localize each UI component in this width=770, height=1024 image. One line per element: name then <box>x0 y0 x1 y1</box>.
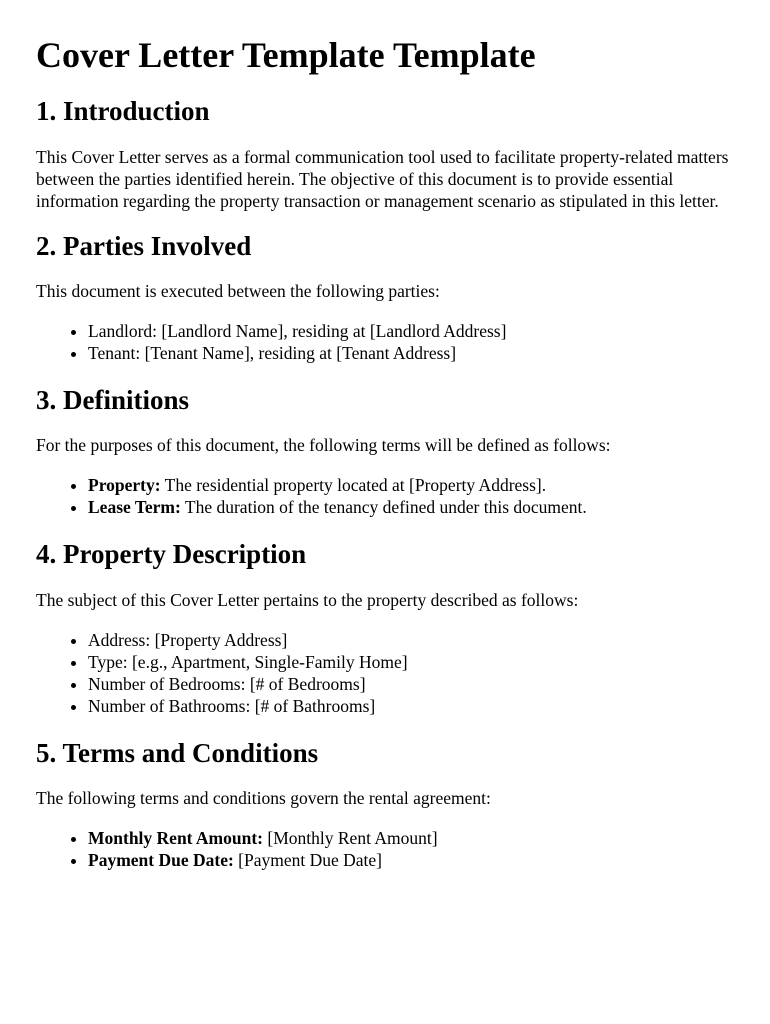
list-item: • Number of Bedrooms: [# of Bedrooms] <box>88 673 734 695</box>
section-heading: 3. Definitions <box>36 384 190 415</box>
section-paragraph: This Cover Letter serves as a formal communication tool used to facilitate property-related matters between the parties identified herein. The objective of this document is to provide essential information regarding the property transaction or management scenario as stipulated in this letter. <box>36 146 729 211</box>
list-item <box>88 849 734 871</box>
definition-desc: The duration of the tenancy defined under this document. <box>180 497 587 518</box>
term-value: [Monthly Rent Amount] <box>263 828 438 849</box>
section-introduction <box>36 95 734 211</box>
list-item <box>88 827 734 849</box>
section-heading: 5. Terms and Conditions <box>36 737 319 768</box>
list-item: • Number of Bathrooms: [# of Bathrooms] <box>88 695 734 717</box>
parties-list <box>36 320 734 364</box>
section-paragraph: The following terms and conditions govern the rental agreement: <box>36 788 491 809</box>
property-list <box>36 629 734 717</box>
section-parties <box>36 230 734 364</box>
section-definitions <box>36 384 734 518</box>
section-paragraph: The subject of this Cover Letter pertains to the property described as follows: <box>36 589 579 610</box>
document-title: Cover Letter Template Template <box>36 35 536 75</box>
terms-list <box>36 827 734 871</box>
list-item: • Landlord: [Landlord Name], residing at [Landlord Address] <box>88 320 734 342</box>
list-item: • Type: [e.g., Apartment, Single-Family Home] <box>88 651 734 673</box>
list-item <box>88 496 734 518</box>
section-property <box>36 538 734 716</box>
term-label: Payment Due Date: <box>88 850 234 871</box>
term-label: Monthly Rent Amount: <box>88 828 264 849</box>
definition-term: Lease Term: <box>88 497 181 518</box>
term-value: [Payment Due Date] <box>233 850 383 871</box>
section-heading: 1. Introduction <box>36 96 210 127</box>
section-heading: 4. Property Description <box>36 539 307 570</box>
section-paragraph: For the purposes of this document, the following terms will be defined as follows: <box>36 435 611 456</box>
definition-term: Property: <box>88 475 161 496</box>
list-item <box>88 474 734 496</box>
definition-desc: The residential property located at [Property Address]. <box>160 475 547 496</box>
section-paragraph: This document is executed between the following parties: <box>36 280 440 301</box>
section-terms <box>36 737 734 871</box>
section-heading: 2. Parties Involved <box>36 230 252 261</box>
definitions-list <box>36 474 734 518</box>
list-item: • Tenant: [Tenant Name], residing at [Tenant Address] <box>88 342 734 364</box>
list-item: • Address: [Property Address] <box>88 629 734 651</box>
